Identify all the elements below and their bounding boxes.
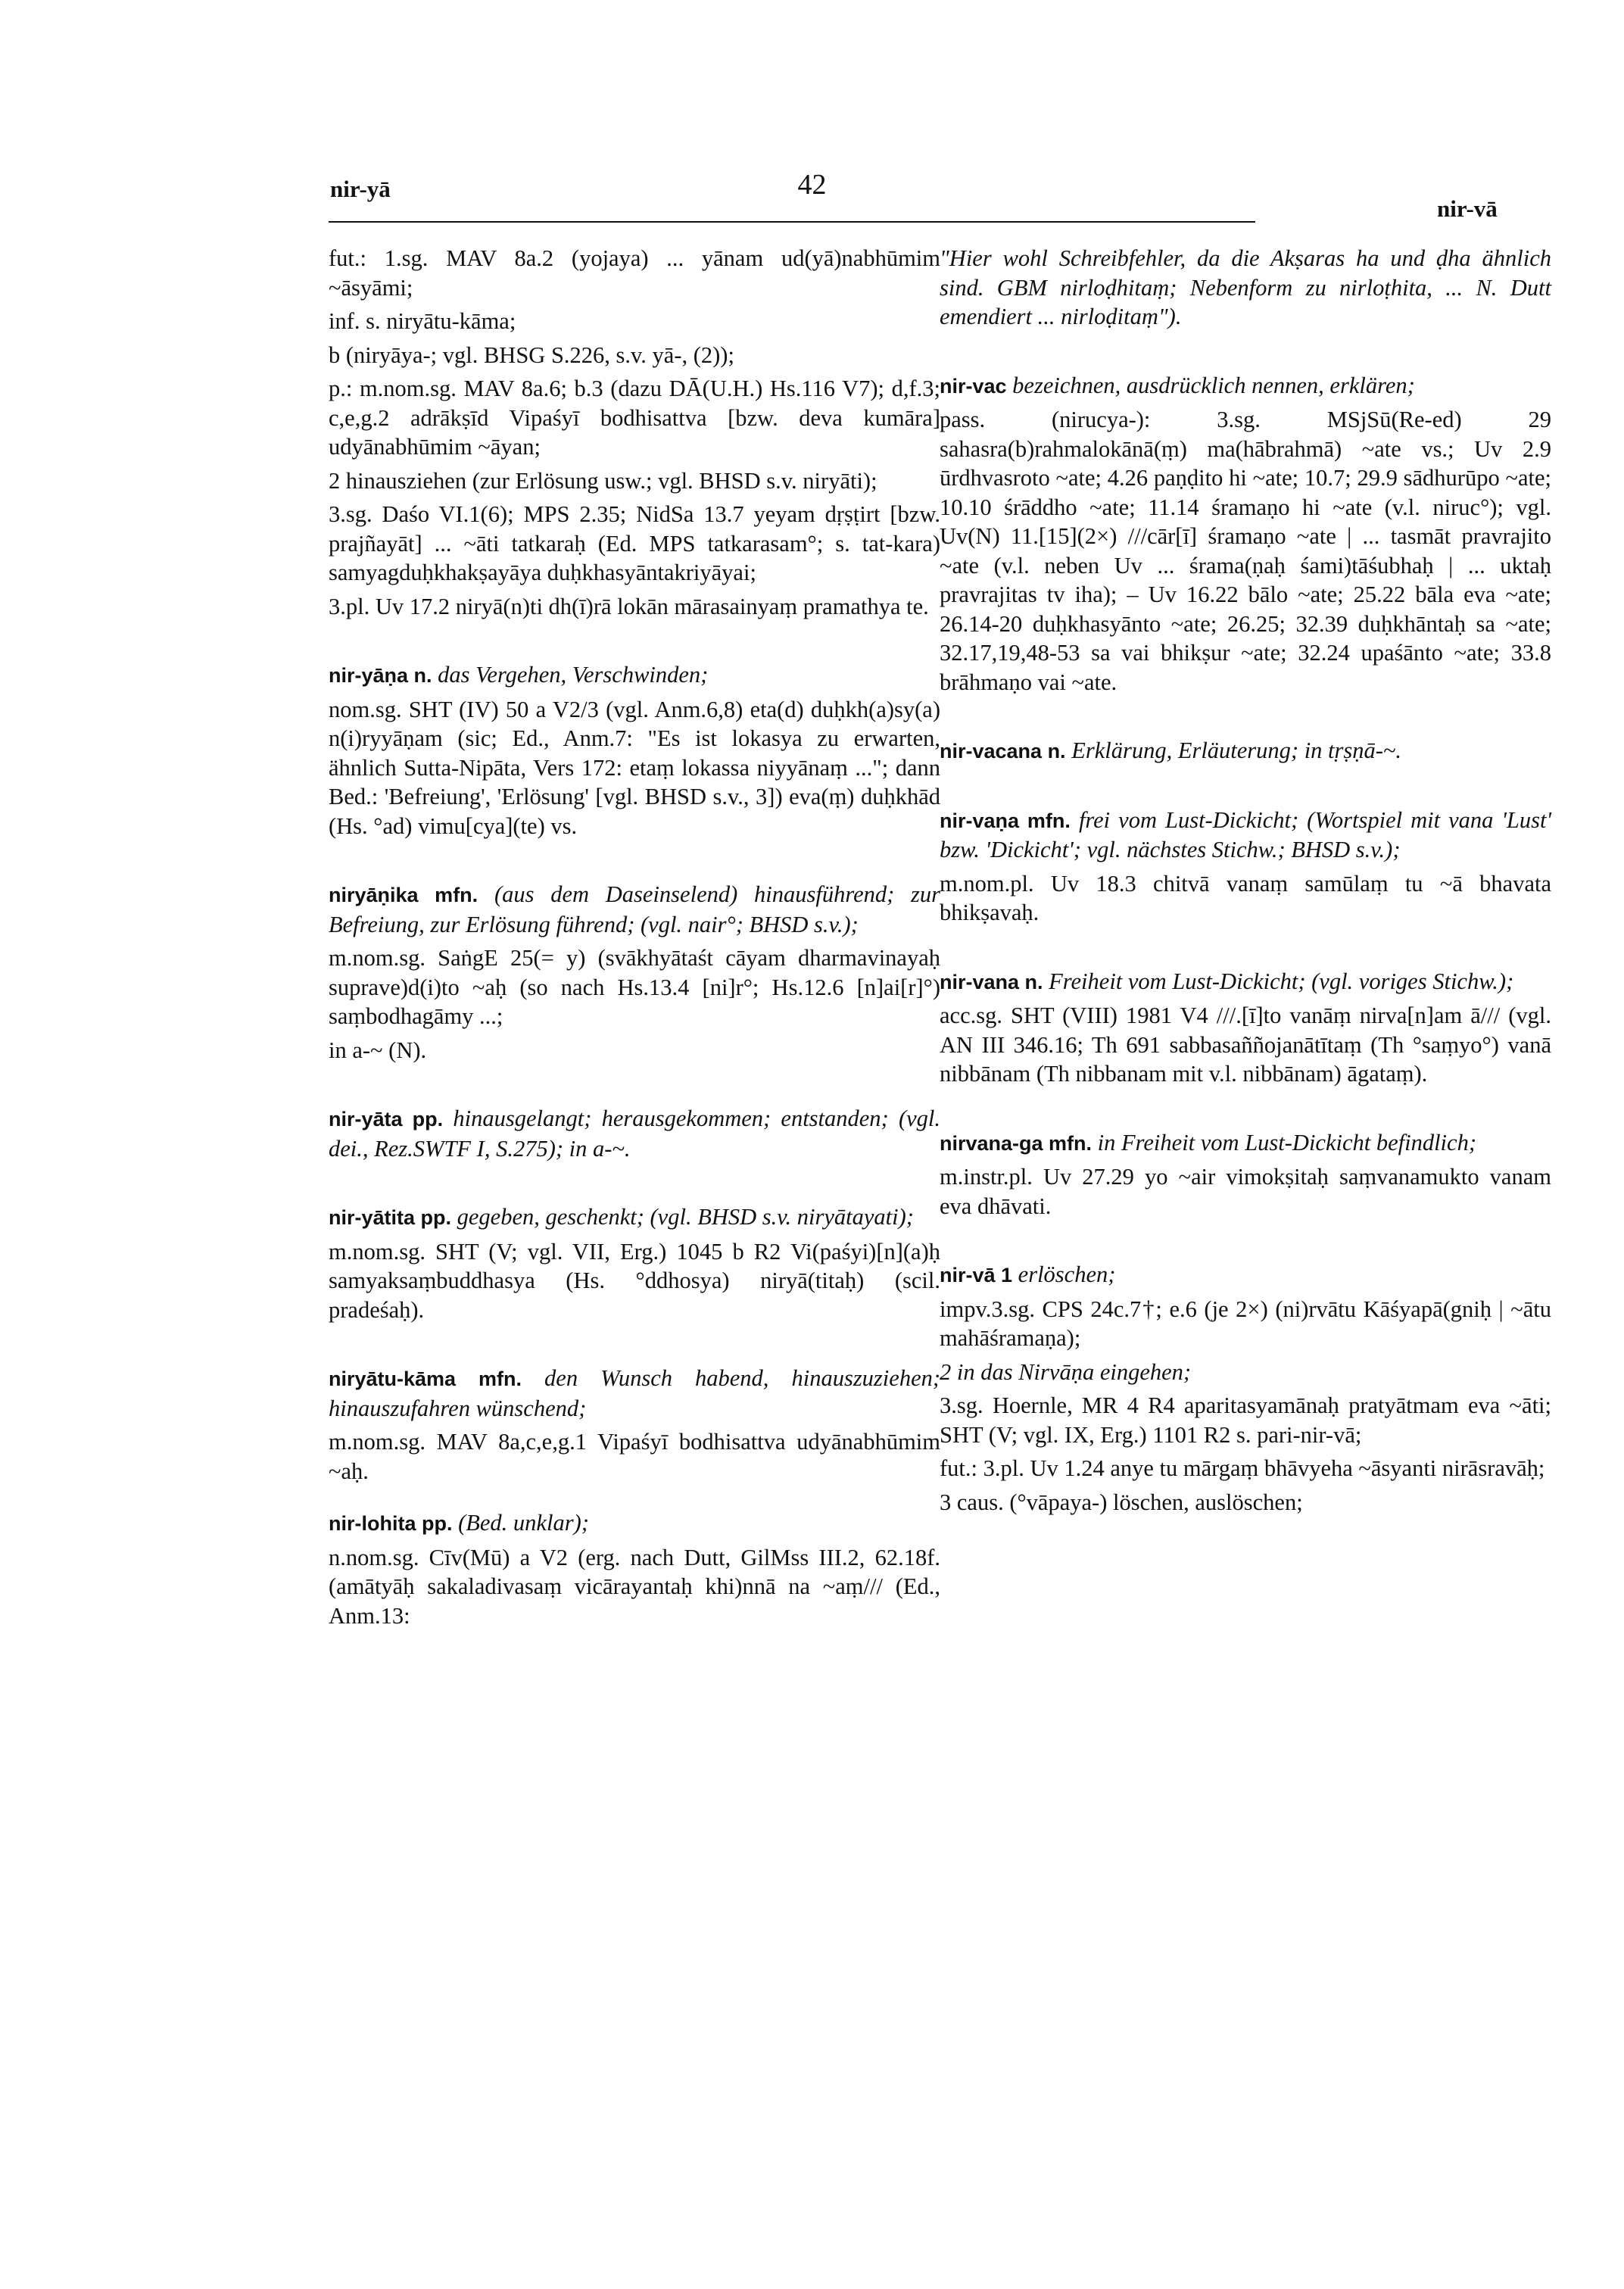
entry-line: 3.sg. Hoernle, MR 4 R4 aparitasyamānaḥ pratyātmam eva ~āti; SHT (V; vgl. IX, Erg.) 1101 R2 s. pari-nir-vā; <box>940 1392 1551 1448</box>
header-rule <box>329 221 1255 223</box>
definition: bezeichnen, ausdrücklich nennen, erklären; <box>1012 372 1415 398</box>
entry-line: 2 in das Nirvāṇa eingehen; <box>940 1358 1192 1385</box>
dictionary-entry <box>940 371 1551 401</box>
dictionary-entry <box>329 880 940 939</box>
entry-line: 3 caus. (°vāpaya-) löschen, auslöschen; <box>940 1489 1303 1515</box>
headword: nir-vacana n. <box>940 740 1066 762</box>
definition: frei vom Lust-Dickicht; (Wortspiel mit vana 'Lust' bzw. 'Dickicht'; vgl. nächstes Stichw.; BHSD s.v.); <box>940 806 1552 862</box>
entry-line: nom.sg. SHT (IV) 50 a V2/3 (vgl. Anm.6,8) eta(d) duḥkh(a)sy(a) n(i)ryyāṇam (sic; Ed., Anm.7: "Es ist lokasya zu erwarten, ähnlich Sutta-Nipāta, Vers 172: etaṃ lokassa niyyānaṃ ..."; dann Bed.: 'Befreiung', 'Erlösung' [vgl. BHSD s.v., 3]) eva(ṃ) duḥkhād (Hs. °ad) vimu[cya](te) vs. <box>329 696 940 839</box>
headword: nir-vana n. <box>940 970 1043 993</box>
entry-line: 3.sg. Daśo VI.1(6); MPS 2.35; NidSa 13.7 yeyam dṛṣṭirt [bzw. prajñayāt] ... ~āti tatkaraḥ (Ed. MPS tatkarasam°; s. tat-kara) samyagduḥkhakṣayāya duḥkhasyāntakriyāyai; <box>329 501 940 585</box>
entry-line: m.nom.sg. SHT (V; vgl. VII, Erg.) 1045 b R2 Vi(paśyi)[n](a)ḥ samyaksaṃbuddhasya (Hs. °ddhosya) niryā(titaḥ) (scil. pradeśaḥ). <box>329 1238 940 1323</box>
entry-line: in a-~ (N). <box>329 1037 427 1063</box>
left-column <box>329 244 940 1635</box>
dictionary-entry <box>940 1128 1551 1159</box>
entry-line: b (niryāya-; vgl. BHSG S.226, s.v. yā-, (2)); <box>329 341 734 368</box>
running-head-right: nir-vā <box>1437 195 1498 222</box>
dictionary-entry <box>329 1364 940 1423</box>
entry-line: impv.3.sg. CPS 24c.7†; e.6 (je 2×) (ni)rvātu Kāśyapā(gniḥ | ~ātu mahāśramaṇa); <box>940 1296 1551 1351</box>
entry-line: n.nom.sg. Cīv(Mū) a V2 (erg. nach Dutt, GilMss III.2, 62.18f. (amātyāḥ sakaladivasaṃ vicārayantaḥ khi)nnā na ~aṃ/// (Ed., Anm.13: <box>329 1544 940 1629</box>
page-number: 42 <box>797 169 827 201</box>
running-head-left: nir-yā <box>330 176 391 202</box>
entry-line: m.nom.sg. SaṅgE 25(= y) (svākhyātaśt cāyam dharmavinayaḥ suprave)d(i)to ~aḥ (so nach Hs.13.4 [ni]r°; Hs.12.6 [n]ai[r]°) saṃbodhagāmy ...; <box>329 945 940 1029</box>
headword: nir-lohita pp. <box>329 1512 453 1535</box>
definition: (aus dem Daseinselend) hinausführend; zur Befreiung, zur Erlösung führend; (vgl. nair°; BHSD s.v.); <box>329 881 940 937</box>
definition: gegeben, geschenkt; (vgl. BHSD s.v. niryātayati); <box>457 1204 914 1230</box>
headword: niryātu-kāma mfn. <box>329 1367 522 1390</box>
entry-line: inf. s. niryātu-kāma; <box>329 308 516 334</box>
dictionary-entry <box>940 1260 1551 1290</box>
headword: niryāṇika mfn. <box>329 884 478 906</box>
right-column <box>940 244 1551 1521</box>
dictionary-entry <box>329 1202 940 1233</box>
definition: das Vergehen, Verschwinden; <box>438 662 709 688</box>
definition: Erklärung, Erläuterung; in tṛṣṇā-~. <box>1071 738 1402 763</box>
definition: erlöschen; <box>1018 1261 1116 1287</box>
headword: nir-yātita pp. <box>329 1206 452 1229</box>
definition: den Wunsch habend, hinauszuziehen; hinauszufahren wünschend; <box>329 1365 941 1421</box>
entry-line: pass. (nirucya-): 3.sg. MSjSū(Re-ed) 29 sahasra(b)rahmalokānā(ṃ) ma(hābrahmā) ~ate vs.; Uv 2.9 ūrdhvasroto ~ate; 4.26 paṇḍito hi ~ate; 10.7; 29.9 sādhurūpo ~ate; 10.10 śrāddho ~ate; 11.14 śramaṇo hi ~ate (v.l. niruc°); vgl. Uv(N) 11.[15](2×) ///cār[ī] śramaṇo ~ate | ... tasmāt pravrajito ~ate (v.l. neben Uv ... śrama(ṇaḥ śami)tāśubhaḥ | ... uktaḥ pravrajitas tv iha); – Uv 16.22 bālo ~ate; 25.22 bāla eva ~ate; 26.14-20 duḥkhasyānto ~ate; 26.25; 32.39 duḥkhāntaḥ sa ~ate; 32.17,19,48-53 sa vai bhikṣur ~ate; 32.24 upaśānto ~ate; 33.8 brāhmaṇo vai ~ate. <box>940 407 1551 695</box>
headword: nir-yāta pp. <box>329 1108 444 1130</box>
headword: nir-vac <box>940 374 1007 398</box>
dictionary-entry <box>329 1104 940 1163</box>
entry-line: 3.pl. Uv 17.2 niryā(n)ti dh(ī)rā lokān mārasainyaṃ pramathya te. <box>329 593 929 619</box>
entry-line: p.: m.nom.sg. MAV 8a.6; b.3 (dazu DĀ(U.H.) Hs.116 V7); d,f.3; c,e,g.2 adrākṣīd Vipaśyī bodhisattva [bzw. deva kumāra] udyānabhūmim ~āyan; <box>329 376 940 460</box>
entry-line: acc.sg. SHT (VIII) 1981 V4 ///.[ī]to vanāṃ nirva[n]am ā/// (vgl. AN III 346.16; Th 691 sabbasaññojanātītaṃ (Th °saṃyo°) vanā nibbānam (Th nibbanam mit v.l. nibbānam) āgataṃ). <box>940 1003 1551 1087</box>
definition: (Bed. unklar); <box>458 1510 589 1536</box>
dictionary-entry <box>329 660 940 691</box>
definition: Freiheit vom Lust-Dickicht; (vgl. voriges Stichw.); <box>1049 968 1514 994</box>
entry-line: "Hier wohl Schreibfehler, da die Akṣaras ha und ḍha ähnlich sind. GBM nirloḍhitaṃ; Nebenform zu nirloṭhita, ... N. Dutt emendiert ... nirloḍitaṃ"). <box>940 245 1551 329</box>
entry-line: fut.: 1.sg. MAV 8a.2 (yojaya) ... yānam ud(yā)nabhūmim ~āsyāmi; <box>329 245 940 301</box>
dictionary-entry <box>329 1508 940 1539</box>
entry-line: m.nom.pl. Uv 18.3 chitvā vanaṃ samūlaṃ tu ~ā bhavata bhikṣavaḥ. <box>940 870 1551 925</box>
definition: in Freiheit vom Lust-Dickicht befindlich; <box>1097 1129 1476 1155</box>
entry-line: m.instr.pl. Uv 27.29 yo ~air vimokṣitaḥ saṃvanamukto vanam eva dhāvati. <box>940 1164 1551 1219</box>
headword: nir-vaṇa mfn. <box>940 809 1071 832</box>
headword: nir-vā 1 <box>940 1264 1013 1286</box>
dictionary-entry <box>940 736 1551 766</box>
headword: nirvana-ga mfn. <box>940 1131 1093 1155</box>
entry-line: m.nom.sg. MAV 8a,c,e,g.1 Vipaśyī bodhisattva udyānabhūmim ~aḥ. <box>329 1429 940 1484</box>
dictionary-entry <box>940 806 1551 865</box>
definition: hinausgelangt; herausgekommen; entstanden; (vgl. dei., Rez.SWTF I, S.275); in a-~. <box>329 1106 940 1162</box>
dictionary-entry <box>940 967 1551 997</box>
entry-line: 2 hinausziehen (zur Erlösung usw.; vgl. BHSD s.v. niryāti); <box>329 467 877 494</box>
entry-line: fut.: 3.pl. Uv 1.24 anye tu mārgaṃ bhāvyeha ~āsyanti nirāsravāḥ; <box>940 1455 1545 1481</box>
headword: nir-yāṇa n. <box>329 664 432 687</box>
